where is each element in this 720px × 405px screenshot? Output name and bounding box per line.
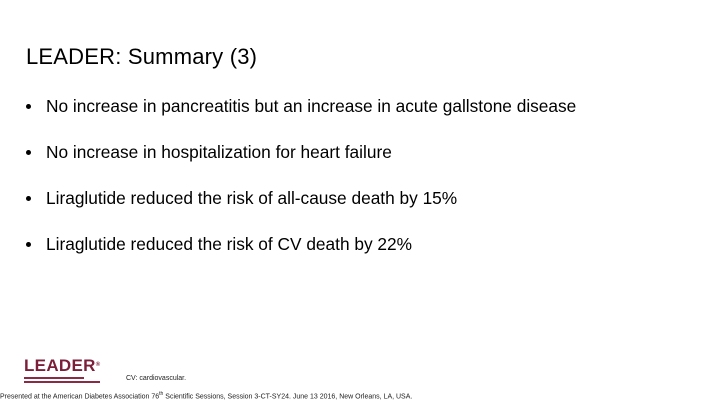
logo-tagline-bar bbox=[24, 377, 84, 379]
leader-logo bbox=[24, 357, 108, 383]
presentation-footer bbox=[0, 391, 412, 400]
bullet-text: No increase in pancreatitis but an increase in acute gallstone disease bbox=[46, 96, 577, 116]
bullet-icon bbox=[26, 104, 31, 109]
logo-registered-mark: ® bbox=[95, 362, 101, 368]
logo-wordmark-text: LEADER bbox=[24, 356, 96, 375]
bullet-text: Liraglutide reduced the risk of CV death by 22% bbox=[46, 234, 413, 254]
bullet-text: No increase in hospitalization for heart failure bbox=[46, 142, 392, 162]
slide-title: LEADER: Summary (3) bbox=[26, 44, 258, 69]
footnote: CV: cardiovascular. bbox=[126, 375, 187, 382]
logo-tagline-bar bbox=[24, 381, 100, 383]
footer-text-end: Scientific Sessions, Session 3-CT-SY24. June 13 2016, New Orleans, LA, USA. bbox=[163, 393, 413, 401]
bullet-icon bbox=[26, 196, 31, 201]
logo-wordmark bbox=[24, 357, 100, 374]
footer-superscript: th bbox=[159, 391, 164, 397]
bullet-icon bbox=[26, 242, 31, 247]
bullet-icon bbox=[26, 150, 31, 155]
bullet-text: Liraglutide reduced the risk of all-cause death by 15% bbox=[46, 188, 458, 208]
footer-text-start: Presented at the American Diabetes Association 76 bbox=[0, 393, 160, 401]
